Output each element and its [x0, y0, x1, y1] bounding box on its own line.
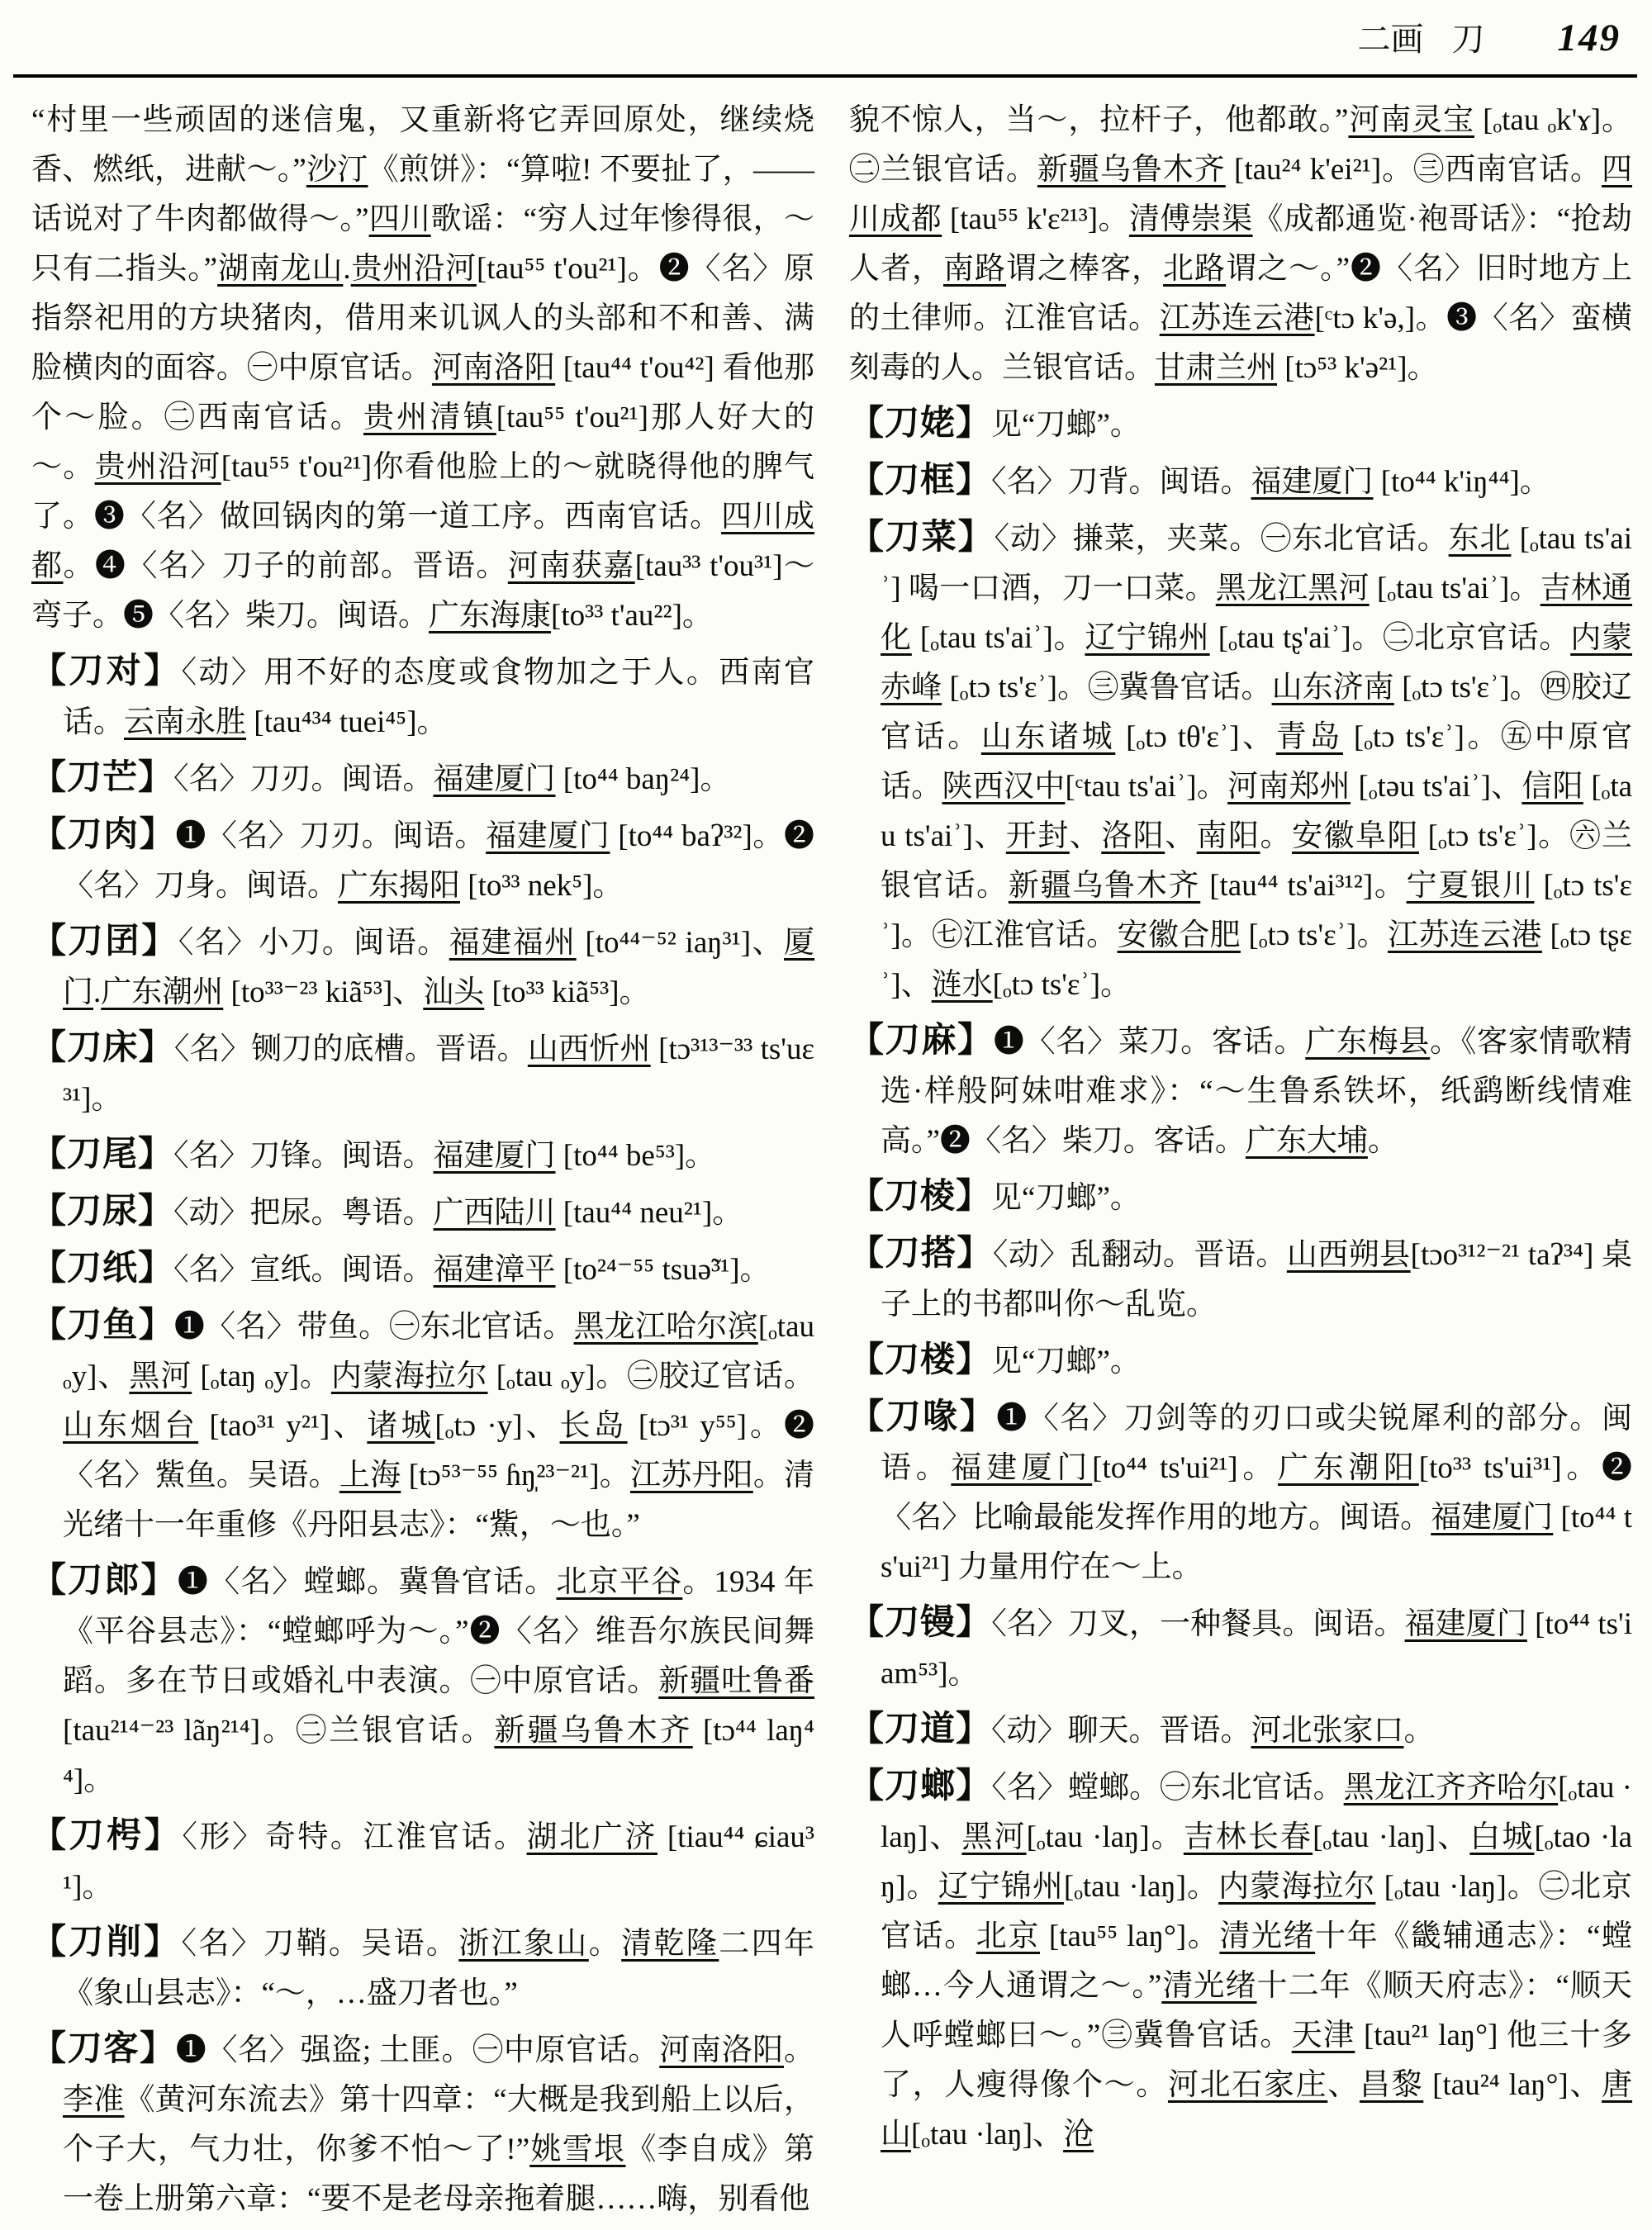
- place-name: 云南永胜: [124, 705, 246, 739]
- page-header: [0, 13, 1621, 64]
- section-label: 二画: [1357, 21, 1424, 58]
- place-name: 内蒙海拉尔: [330, 1359, 488, 1393]
- continuation-paragraph: 貌不惊人，当～，拉杆子，他都敢。”河南灵宝 [ₒtau ₒk'ɤ]。㊁兰银官话。新疆乌鲁木齐 [tau²⁴ k'ei²¹]。㊂西南官话。四川成都 [tau⁵⁵ k'ɛ²¹³]。清傅崇渠《成都通览·袍哥话》：“抢劫人者，南路谓之棒客，北路谓之～。”❷〈名〉旧时地方上的土律师。江淮官话。江苏连云港[ᶜtɔ k'ə,]。❸〈名〉蛮横刻毒的人。兰银官话。甘肃兰州 [tɔ⁵³ k'ə²¹]。: [849, 103, 1633, 385]
- place-name: 清光绪: [1219, 1919, 1316, 1953]
- place-name: 甘肃兰州: [1155, 351, 1277, 385]
- place-name: 江苏连云港: [1159, 301, 1315, 335]
- place-name: 沙汀: [306, 153, 368, 187]
- header-rule: [13, 74, 1637, 78]
- place-name: 内蒙海拉尔: [1218, 1870, 1376, 1904]
- place-name: 清乾隆: [621, 1927, 719, 1961]
- entry-headword: 【刀菜】: [849, 519, 995, 557]
- place-name: 福建厦门: [1431, 1501, 1554, 1535]
- dictionary-entry: 【刀芒】〈名〉刀刃。闽语。福建厦门 [to⁴⁴ baŋ²⁴]。: [31, 759, 731, 797]
- place-name: 黑龙江齐齐哈尔: [1343, 1771, 1559, 1805]
- place-name: 四川成都: [31, 500, 815, 583]
- dictionary-entry: 【刀枵】〈形〉奇特。江淮官话。湖北广济 [tiau⁴⁴ ɕiau³¹]。: [31, 1817, 815, 1904]
- dictionary-entry: 【刀尿】〈动〉把尿。粤语。广西陆川 [tau⁴⁴ neu²¹]。: [31, 1193, 743, 1231]
- place-name: 白城: [1469, 1820, 1535, 1854]
- place-name: 河南获嘉: [507, 549, 635, 583]
- place-name: 姚雪垠: [529, 2133, 626, 2166]
- page-number: 149: [1557, 17, 1621, 59]
- place-name: 洛阳: [1101, 819, 1165, 853]
- place-name: 福建厦门: [486, 819, 610, 853]
- continuation-paragraph: “村里一些顽固的迷信鬼，又重新将它弄回原处，继续烧香、燃纸，进献～。”沙汀《煎饼》：“算啦! 不要扯了，——话说对了牛肉都做得～。”四川歌谣：“穷人过年惨得很，～只有二指头。”湖南龙山.贵州沿河[tau⁵⁵ t'ou²¹]。❷〈名〉原指祭祀用的方块猪肉，借用来讥讽人的头部和不和善、满脸横肉的面容。㊀中原官话。河南洛阳 [tau⁴⁴ t'ou⁴²] 看他那个～脸。㊁西南官话。贵州清镇[tau⁵⁵ t'ou²¹]那人好大的～。贵州沿河[tau⁵⁵ t'ou²¹]你看他脸上的～就晓得他的脾气了。❸〈名〉做回锅肉的第一道工序。西南官话。四川成都。❹〈名〉刀子的前部。晋语。河南获嘉[tau³³ t'ou³¹]～弯子。❺〈名〉柴刀。闽语。广东海康[to³³ t'au²²]。: [31, 103, 815, 633]
- place-name: 贵州沿河: [94, 450, 221, 484]
- entry-headword: 【刀囝】: [31, 923, 178, 961]
- place-name: 黑龙江哈尔滨: [573, 1310, 758, 1344]
- left-column: [31, 96, 814, 2230]
- place-name: 信阳: [1521, 770, 1583, 804]
- entry-headword: 【刀鱼】: [31, 1307, 174, 1345]
- place-name: 内蒙赤峰: [881, 621, 1632, 705]
- place-name: 昌黎: [1359, 2068, 1424, 2102]
- place-name: 青岛: [1275, 720, 1344, 754]
- place-name: 广东大埔: [1245, 1124, 1368, 1158]
- place-name: 江苏连云港: [1388, 918, 1542, 952]
- entry-headword: 【刀楼】: [849, 1341, 992, 1379]
- place-name: 福建厦门: [433, 762, 556, 796]
- dictionary-entry: 【刀螂】〈名〉螳螂。㊀东北官话。黑龙江齐齐哈尔[ₒtau ·laŋ]、黑河[ₒtau ·laŋ]。吉林长春[ₒtau ·laŋ]、白城[ₒtao ·laŋ]。辽宁锦州[ₒtau ·laŋ]。内蒙海拉尔 [ₒtau ·laŋ]。㊁北京官话。北京 [tau⁵⁵ laŋ°]。清光绪十年《畿辅通志》：“螳螂…今人通谓之～。”清光绪十二年《顺天府志》：“顺天人呼螳螂曰～。”㊂冀鲁官话。天津 [tau²¹ laŋ°] 他三十多了，人瘦得像个～。河北石家庄、昌黎 [tau²⁴ laŋ°]、唐山[ₒtau ·laŋ]、沧: [849, 1767, 1633, 2152]
- place-name: 广东梅县: [1305, 1025, 1431, 1059]
- place-name: 山东烟台: [63, 1409, 199, 1443]
- place-name: 安徽阜阳: [1292, 819, 1419, 853]
- entry-headword: 【刀客】: [31, 2030, 176, 2068]
- place-name: 广东海康: [429, 599, 551, 633]
- place-name: 诸城: [367, 1409, 435, 1443]
- place-name: 新疆乌鲁木齐: [1037, 153, 1226, 187]
- entry-headword: 【刀床】: [31, 1029, 174, 1067]
- dictionary-entry: 【刀道】〈动〉聊天。晋语。河北张家口。: [849, 1710, 1435, 1748]
- dictionary-entry: 【刀客】❶〈名〉强盗; 土匪。㊀中原官话。河南洛阳。李准《黄河东流去》第十四章：“大概是我到船上以后，个子大，气力壮，你爹不怕～了!”姚雪垠《李自成》第一卷上册第六章：“要不是老母亲拖着腿……嗨，别看他: [31, 2030, 815, 2216]
- entry-headword: 【刀搭】: [849, 1235, 993, 1273]
- dictionary-entry: 【刀搭】〈动〉乱翻动。晋语。山西朔县[tɔo³¹²⁻²¹ taʔ³⁴] 桌子上的书都叫你～乱览。: [849, 1235, 1632, 1321]
- place-name: 沧: [1063, 2118, 1094, 2152]
- place-name: 河南洛阳: [431, 351, 556, 385]
- place-name: 南路: [943, 252, 1007, 286]
- place-name: 涟水: [931, 968, 993, 1002]
- entry-headword: 【刀尿】: [31, 1193, 174, 1231]
- place-name: 山西忻州: [527, 1032, 651, 1066]
- entry-headword: 【刀框】: [849, 462, 992, 500]
- dictionary-entry: 【刀镘】〈名〉刀叉，一种餐具。闽语。福建厦门 [to⁴⁴ ts'iam⁵³]。: [849, 1604, 1633, 1691]
- dictionary-entry: 【刀楼】见“刀螂”。: [849, 1341, 1141, 1379]
- place-name: 黑河: [961, 1820, 1027, 1854]
- place-name: 辽宁锦州: [938, 1870, 1064, 1904]
- dictionary-entry: 【刀纸】〈名〉宣纸。闽语。福建漳平 [to²⁴⁻⁵⁵ tsuə̃³¹]。: [31, 1250, 771, 1288]
- place-name: 广东揭阳: [338, 869, 460, 903]
- place-name: 广东潮州: [101, 975, 224, 1009]
- place-name: 河北石家庄: [1167, 2068, 1328, 2102]
- place-name: 广西陆川: [433, 1196, 556, 1230]
- entry-headword: 【刀对】: [31, 652, 182, 690]
- place-name: 贵州沿河: [350, 252, 477, 286]
- dictionary-entry: 【刀棱】见“刀螂”。: [849, 1178, 1141, 1216]
- place-name: 新疆吐鲁番: [658, 1664, 815, 1698]
- place-name: 湖北广济: [526, 1820, 657, 1854]
- place-name: 黑龙江黑河: [1215, 572, 1370, 605]
- entry-headword: 【刀郎】: [31, 1562, 178, 1600]
- place-name: 广东潮阳: [1278, 1451, 1419, 1485]
- place-name: 清傅崇渠: [1128, 202, 1253, 236]
- entry-headword: 【刀麻】: [849, 1022, 994, 1060]
- place-name: 福建福州: [449, 926, 577, 960]
- place-name: 四川: [368, 202, 431, 236]
- place-name: 李准: [63, 2083, 125, 2117]
- dictionary-entry: 【刀肉】❶〈名〉刀刃。闽语。福建厦门 [to⁴⁴ baʔ³²]。❷〈名〉刀身。闽语。广东揭阳 [to³³ nek⁵]。: [31, 816, 814, 903]
- place-name: 山西朔县: [1286, 1238, 1411, 1272]
- dictionary-entry: 【刀床】〈名〉铡刀的底槽。晋语。山西忻州 [tɔ³¹³⁻³³ ts'uɛ³¹]。: [31, 1029, 815, 1116]
- entry-headword: 【刀尾】: [31, 1136, 174, 1174]
- place-name: 河北张家口: [1251, 1714, 1404, 1748]
- entry-headword: 【刀喙】: [849, 1398, 997, 1436]
- dictionary-entry: 【刀喙】❶〈名〉刀剑等的刃口或尖锐犀利的部分。闽语。福建厦门[to⁴⁴ ts'ui²¹]。广东潮阳[to³³ ts'ui³¹]。❷〈名〉比喻最能发挥作用的地方。闽语。福建厦门 [to⁴⁴ ts'ui²¹] 力量用佇在～上。: [849, 1398, 1633, 1584]
- place-name: 贵州清镇: [363, 401, 496, 434]
- dictionary-entry: 【刀对】〈动〉用不好的态度或食物加之于人。西南官话。云南永胜 [tau⁴³⁴ tuei⁴⁵]。: [31, 652, 814, 739]
- entry-headword: 【刀姥】: [849, 405, 992, 443]
- dictionary-entry: 【刀菜】〈动〉搛菜，夹菜。㊀东北官话。东北 [ₒtau ts'aiʾ] 喝一口酒，刀一口菜。黑龙江黑河 [ₒtau ts'aiʾ]。吉林通化 [ₒtau ts'aiʾ]。辽宁锦州 [ₒtau tʂ'aiʾ]。㊁北京官话。内蒙赤峰 [ₒtɔ ts'ɛʾ]。㊂冀鲁官话。山东济南 [ₒtɔ ts'ɛʾ]。㊃胶辽官话。山东诸城 [ₒtɔ tθ'ɛʾ]、青岛 [ₒtɔ ts'ɛʾ]。㊄中原官话。陕西汉中[ᶜtau ts'aiʾ]。河南郑州 [ₒtəu ts'aiʾ]、信阳 [ₒtau ts'aiʾ]、开封、洛阳、南阳。安徽阜阳 [ₒtɔ ts'ɛʾ]。㊅兰银官话。新疆乌鲁木齐 [tau⁴⁴ ts'ai³¹²]。宁夏银川 [ₒtɔ ts'ɛʾ]。㊆江淮官话。安徽合肥 [ₒtɔ ts'ɛʾ]。江苏连云港 [ₒtɔ tʂɛʾ]、涟水[ₒtɔ ts'ɛʾ]。: [849, 519, 1633, 1002]
- dictionary-entry: 【刀框】〈名〉刀背。闽语。福建厦门 [to⁴⁴ k'iŋ⁴⁴]。: [849, 462, 1550, 500]
- place-name: 吉林长春: [1183, 1820, 1313, 1854]
- entry-headword: 【刀纸】: [31, 1250, 174, 1288]
- place-name: 福建厦门: [433, 1139, 556, 1173]
- entry-headword: 【刀肉】: [31, 816, 176, 854]
- place-name: 河南洛阳: [659, 2033, 784, 2067]
- entry-headword: 【刀枵】: [31, 1817, 183, 1855]
- place-name: 山东诸城: [980, 720, 1116, 754]
- place-name: 陕西汉中: [942, 770, 1066, 804]
- place-name: 福建厦门: [951, 1451, 1093, 1485]
- entry-headword: 【刀芒】: [31, 759, 174, 797]
- entry-headword: 【刀削】: [31, 1924, 182, 1962]
- place-name: 宁夏银川: [1406, 869, 1535, 903]
- place-name: 新疆乌鲁木齐: [494, 1714, 693, 1748]
- place-name: 北京: [976, 1919, 1040, 1953]
- place-name: 四川成都: [849, 153, 1632, 236]
- place-name: 东北: [1448, 522, 1512, 556]
- place-name: 辽宁锦州: [1085, 621, 1210, 655]
- right-column: [849, 96, 1632, 2166]
- place-name: 吉林通化: [881, 572, 1633, 655]
- place-name: 黑河: [129, 1359, 192, 1393]
- place-name: 福建厦门: [1251, 465, 1374, 499]
- dictionary-entry: 【刀姥】见“刀螂”。: [849, 405, 1141, 443]
- place-name: 厦门: [63, 926, 815, 1009]
- place-name: 北京平谷: [556, 1565, 683, 1599]
- place-name: 汕头: [423, 975, 485, 1009]
- entry-headword: 【刀镘】: [849, 1604, 992, 1642]
- place-name: 安徽合肥: [1117, 918, 1241, 952]
- place-name: 河南灵宝: [1348, 103, 1475, 137]
- place-name: 南阳: [1196, 819, 1260, 853]
- place-name: 上海: [339, 1459, 401, 1492]
- place-name: 河南郑州: [1227, 770, 1351, 804]
- place-name: 福建漳平: [433, 1253, 556, 1287]
- place-name: 福建厦门: [1404, 1607, 1527, 1641]
- place-name: 天津: [1291, 2019, 1355, 2052]
- dictionary-entry: 【刀尾】〈名〉刀锋。闽语。福建厦门 [to⁴⁴ be⁵³]。: [31, 1136, 716, 1174]
- place-name: 唐山: [881, 2068, 1633, 2152]
- place-name: 新疆乌鲁木齐: [1008, 869, 1201, 903]
- place-name: 江苏丹阳: [629, 1459, 753, 1492]
- place-name: 北路: [1163, 252, 1227, 286]
- place-name: 长岛: [559, 1409, 628, 1443]
- entry-headword: 【刀道】: [849, 1710, 992, 1748]
- place-name: 开封: [1005, 819, 1070, 853]
- dictionary-entry: 【刀郎】❶〈名〉螳螂。冀鲁官话。北京平谷。1934 年《平谷县志》：“螳螂呼为～。”❷〈名〉维吾尔族民间舞蹈。多在节日或婚礼中表演。㊀中原官话。新疆吐鲁番 [tau²¹⁴⁻²³ lãŋ²¹⁴]。㊁兰银官话。新疆乌鲁木齐 [tɔ⁴⁴ laŋ⁴⁴]。: [31, 1562, 815, 1797]
- dictionary-entry: 【刀鱼】❶〈名〉带鱼。㊀东北官话。黑龙江哈尔滨[ₒtau ₒy]、黑河 [ₒtaŋ ₒy]。内蒙海拉尔 [ₒtau ₒy]。㊁胶辽官话。山东烟台 [tao³¹ y²¹]、诸城[ₒtɔ ·y]、长岛 [tɔ³¹ y⁵⁵]。❷〈名〉鮆鱼。吴语。上海 [tɔ⁵³⁻⁵⁵ ɦŋ̩²³⁻²¹]。江苏丹阳。清光绪十一年重修《丹阳县志》：“鮆，～也。”: [31, 1307, 815, 1542]
- entry-headword: 【刀螂】: [849, 1767, 992, 1805]
- dictionary-entry: 【刀囝】〈名〉小刀。闽语。福建福州 [to⁴⁴⁻⁵² iaŋ³¹]、厦门.广东潮州 [to³³⁻²³ kiã⁵³]、汕头 [to³³ kiã⁵³]。: [31, 923, 815, 1009]
- place-name: 清光绪: [1161, 1969, 1257, 2003]
- dictionary-entry: 【刀麻】❶〈名〉菜刀。客话。广东梅县。《客家情歌精选·样般阿妹咁难求》：“～生鲁系铁坏，纸鹞断线情难高。”❷〈名〉柴刀。客话。广东大埔。: [849, 1022, 1633, 1158]
- entry-headword: 【刀棱】: [849, 1178, 992, 1216]
- place-name: 湖南龙山: [217, 252, 344, 286]
- place-name: 山东济南: [1271, 671, 1394, 705]
- radical-label: 刀: [1451, 21, 1485, 58]
- dictionary-entry: 【刀削】〈名〉刀鞘。吴语。浙江象山。清乾隆二四年《象山县志》：“～，…盛刀者也。”: [31, 1924, 815, 2010]
- place-name: 浙江象山: [458, 1927, 589, 1961]
